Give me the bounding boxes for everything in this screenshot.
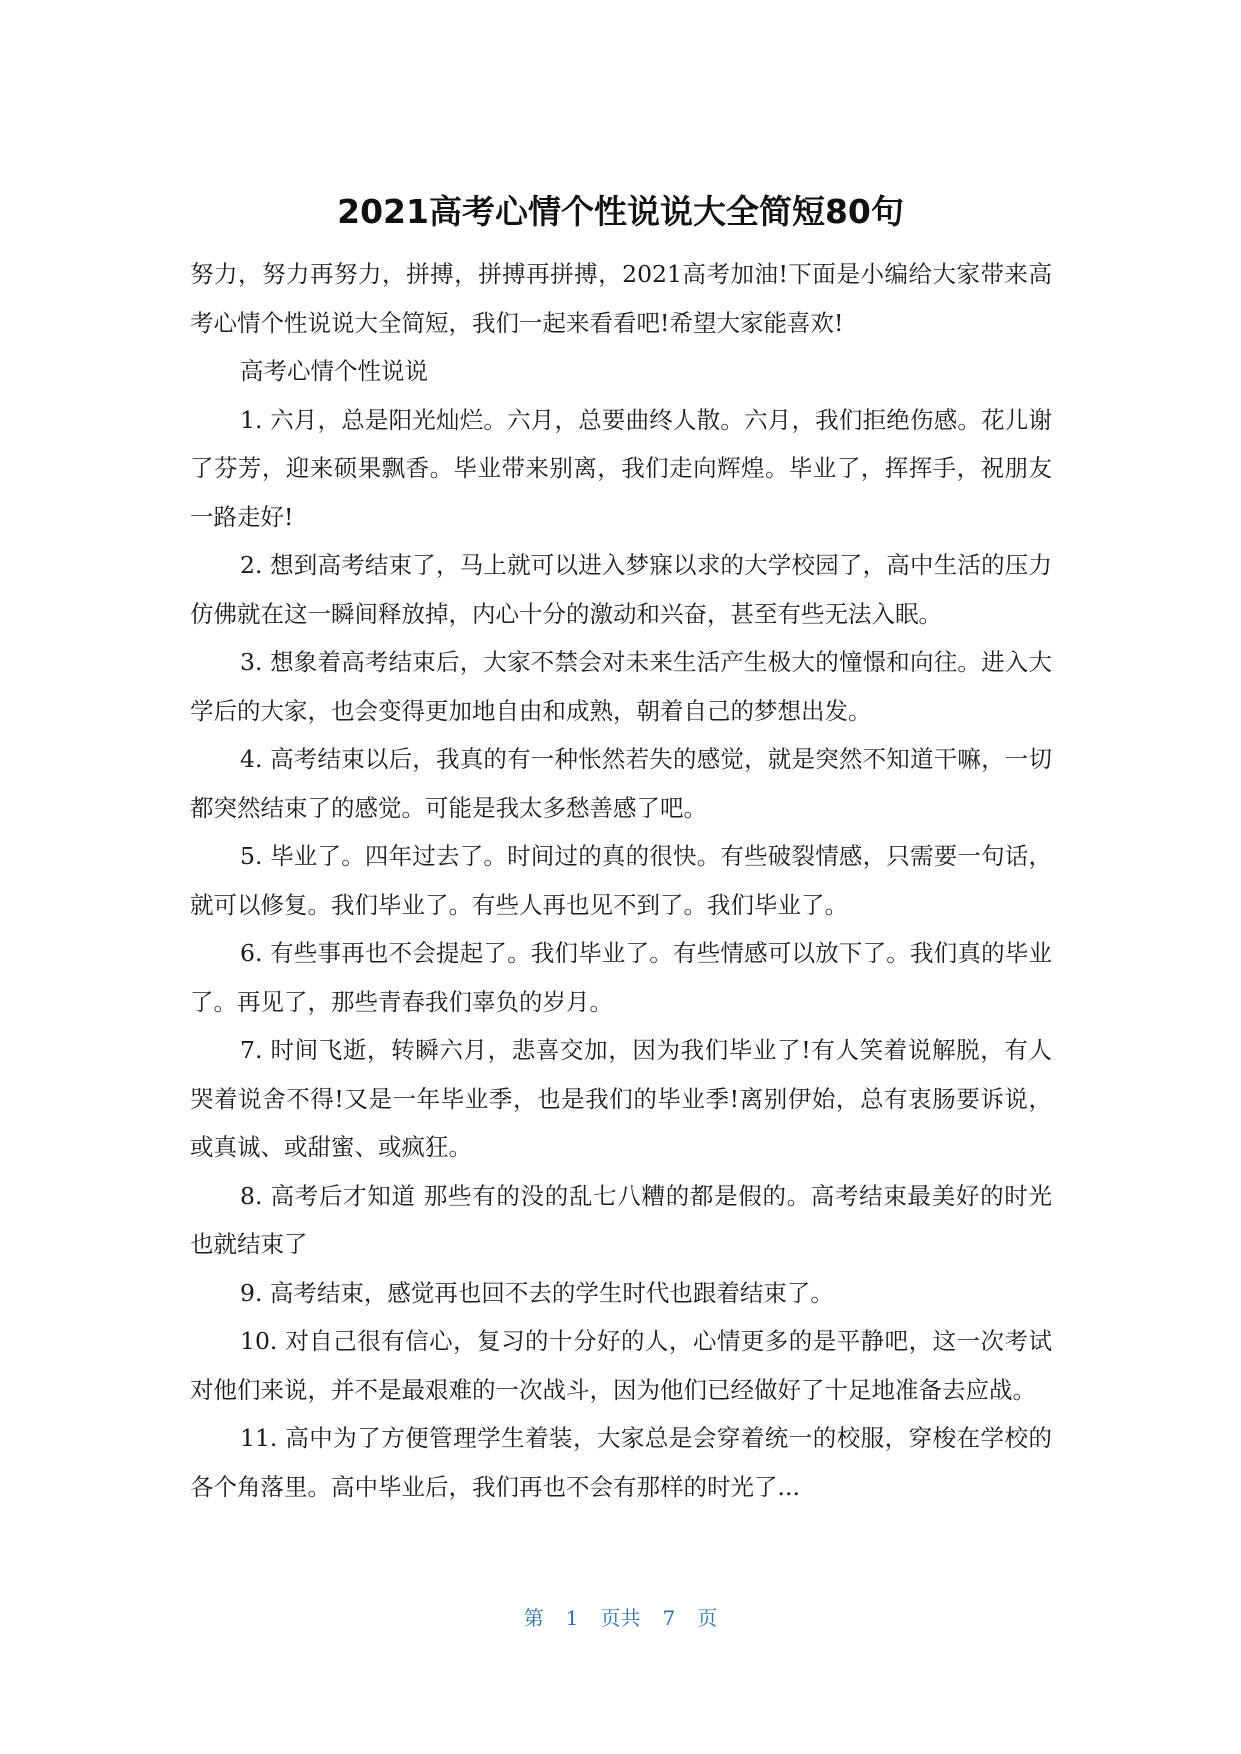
list-item: 4. 高考结束以后，我真的有一种怅然若失的感觉，就是突然不知道干嘛，一切都突然结束了的感觉。可能是我太多愁善感了吧。 (190, 745, 1052, 822)
footer-page-end-word: 页 (697, 1606, 718, 1630)
list-item: 2. 想到高考结束了，马上就可以进入梦寐以求的大学校园了，高中生活的压力仿佛就在这一瞬间释放掉，内心十分的激动和兴奋，甚至有些无法入眠。 (190, 551, 1052, 628)
list-item: 11. 高中为了方便管理学生着装，大家总是会穿着统一的校服，穿梭在学校的各个角落里。高中毕业后，我们再也不会有那样的时光了... (190, 1424, 1052, 1501)
list-item: 10. 对自己很有信心，复习的十分好的人，心情更多的是平静吧，这一次考试对他们来说，并不是最艰难的一次战斗，因为他们已经做好了十足地准备去应战。 (190, 1327, 1052, 1404)
footer-current-page: 1 (565, 1606, 579, 1630)
page-footer (0, 1604, 1241, 1632)
list-item: 8. 高考后才知道 那些有的没的乱七八糟的都是假的。高考结束最美好的时光也就结束了 (190, 1181, 1052, 1258)
footer-page-word: 第 (523, 1606, 544, 1630)
document-body (190, 250, 1052, 1511)
list-item: 9. 高考结束，感觉再也回不去的学生时代也跟着结束了。 (240, 1278, 834, 1307)
list-item: 1. 六月，总是阳光灿烂。六月，总要曲终人散。六月，我们拒绝伤感。花儿谢了芬芳，迎来硕果飘香。毕业带来别离，我们走向辉煌。毕业了，挥挥手，祝朋友一路走好! (190, 405, 1052, 531)
page-title: 2021高考心情个性说说大全简短80句 (337, 192, 904, 231)
list-item: 7. 时间飞逝，转瞬六月，悲喜交加，因为我们毕业了!有人笑着说解脱，有人哭着说舍不得!又是一年毕业季，也是我们的毕业季!离别伊始，总有衷肠要诉说，或真诚、或甜蜜、或疯狂。 (190, 1036, 1052, 1161)
footer-total-pages: 7 (662, 1606, 676, 1630)
intro-paragraph: 努力，努力再努力，拼搏，拼搏再拼搏，2021高考加油!下面是小编给大家带来高考心情个性说说大全简短，我们一起来看看吧!希望大家能喜欢! (190, 260, 1052, 337)
list-item: 5. 毕业了。四年过去了。时间过的真的很快。有些破裂情感，只需要一句话，就可以修复。我们毕业了。有些人再也见不到了。我们毕业了。 (190, 842, 1052, 919)
footer-page-total-word: 页共 (600, 1606, 641, 1630)
list-item: 3. 想象着高考结束后，大家不禁会对未来生活产生极大的憧憬和向往。进入大学后的大家，也会变得更加地自由和成熟，朝着自己的梦想出发。 (190, 648, 1052, 725)
list-item: 6. 有些事再也不会提起了。我们毕业了。有些情感可以放下了。我们真的毕业了。再见了，那些青春我们辜负的岁月。 (190, 939, 1052, 1016)
section-heading: 高考心情个性说说 (240, 357, 428, 385)
